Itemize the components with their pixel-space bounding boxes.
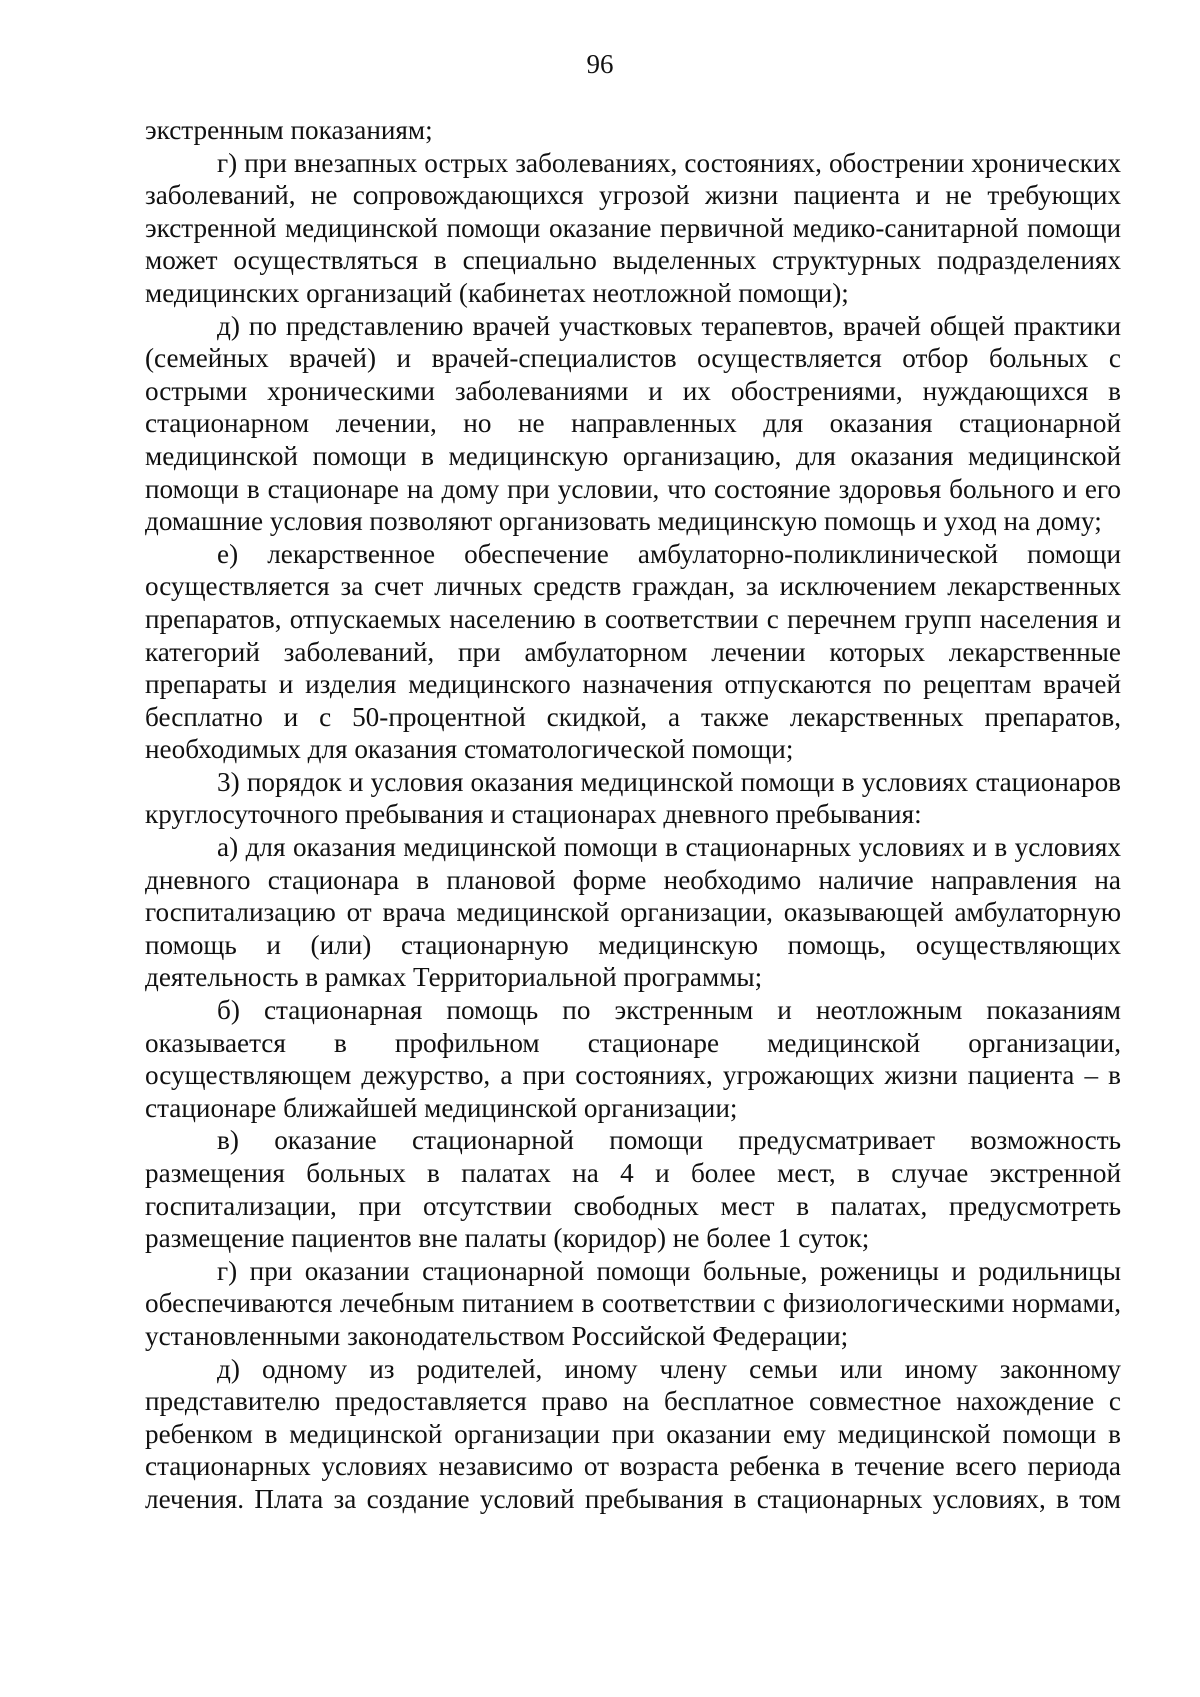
document-body [145, 114, 1121, 1516]
paragraph-10: д) одному из родителей, иному члену семьи или иному законному представителю предоставляется право на бесплатное совместное нахождение с ребенком в медицинской организации при оказании ему медицинской помощи в стационарных условиях независимо от возраста ребенка в течение всего периода лечения. Плата за создание условий пребывания в стационарных условиях, в том [145, 1353, 1121, 1514]
page-number: 96 [586, 49, 614, 79]
paragraph-9: г) при оказании стационарной помощи больные, роженицы и родильницы обеспечиваются лечебным питанием в соответствии с физиологическими нормами, установленными законодательством Российской Федерации; [145, 1255, 1121, 1351]
paragraph-1: экстренным показаниям; [145, 115, 433, 145]
paragraph-8: в) оказание стационарной помощи предусматривает возможность размещения больных в палатах на 4 и более мест, в случае экстренной госпитализации, при отсутствии свободных мест в палатах, предусмотреть размещение пациентов вне палаты (коридор) не более 1 суток; [145, 1125, 1121, 1254]
paragraph-7: б) стационарная помощь по экстренным и неотложным показаниям оказывается в профильном стационаре медицинской организации, осуществляющем дежурство, а при состояниях, угрожающих жизни пациента – в стационаре ближайшей медицинской организации; [145, 995, 1121, 1123]
paragraph-2: г) при внезапных острых заболеваниях, состояниях, обострении хронических заболеваний, не сопровождающихся угрозой жизни пациента и не требующих экстренной медицинской помощи оказание первичной медико-санитарной помощи может осуществляться в специально выделенных структурных подразделениях медицинских организаций (кабинетах неотложной помощи); [145, 147, 1121, 308]
paragraph-5: 3) порядок и условия оказания медицинской помощи в условиях стационаров круглосуточного пребывания и стационарах дневного пребывания: [145, 766, 1121, 830]
paragraph-4: е) лекарственное обеспечение амбулаторно-поликлинической помощи осуществляется за счет личных средств граждан, за исключением лекарственных препаратов, отпускаемых населению в соответствии с перечнем групп населения и категорий заболеваний, при амбулаторном лечении которых лекарственные препараты и изделия медицинского назначения отпускаются по рецептам врачей бесплатно и с 50-процентной скидкой, а также лекарственных препаратов, необходимых для оказания стоматологической помощи; [145, 538, 1121, 765]
paragraph-6: а) для оказания медицинской помощи в стационарных условиях и в условиях дневного стационара в плановой форме необходимо наличие направления на госпитализацию от врача медицинской организации, оказывающей амбулаторную помощь и (или) стационарную медицинскую помощь, осуществляющих деятельность в рамках Территориальной программы; [145, 832, 1121, 993]
paragraph-3: д) по представлению врачей участковых терапевтов, врачей общей практики (семейных врачей) и врачей-специалистов осуществляется отбор больных с острыми хроническими заболеваниями и их обострениями, нуждающихся в стационарном лечении, но не направленных для оказания стационарной медицинской помощи в медицинскую организацию, для оказания медицинской помощи в стационаре на дому при условии, что состояние здоровья больного и его домашние условия позволяют организовать медицинскую помощь и уход на дому; [145, 310, 1121, 537]
